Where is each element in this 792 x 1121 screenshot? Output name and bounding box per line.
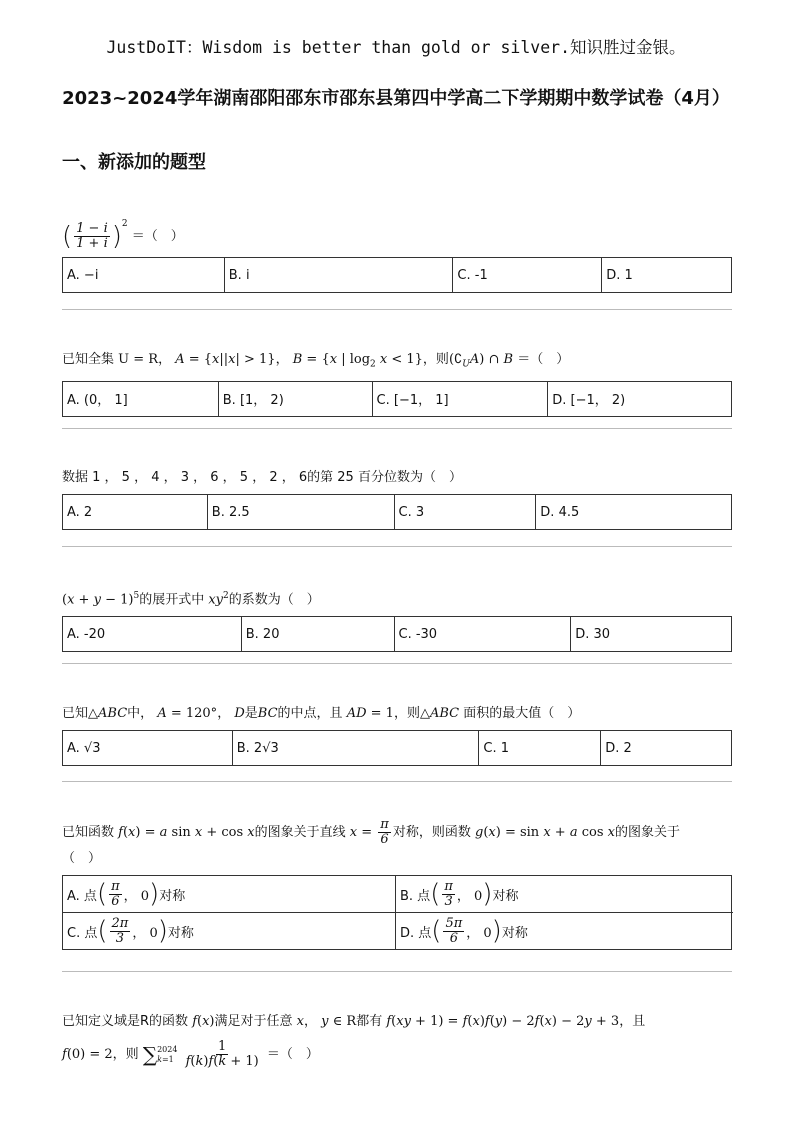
option-c[interactable]: C. [−1， 1]: [373, 382, 549, 416]
question-1-options: [62, 257, 732, 293]
question-6-stem: 已知函数 f(x) = a sin x + cos x的图象关于直线 x = $\frac{\pi}{6}$ 对称，则函数 g(x) = sin x + a cos x的图象关于: [62, 817, 681, 847]
question-1-stem: ( $\frac{1 - i}{1 + i}$ )$^2$ ＝（ ）: [62, 219, 184, 252]
divider: [62, 428, 732, 429]
option-d[interactable]: D. 1: [606, 267, 633, 283]
option-c[interactable]: C. 点 ( $\frac{2\pi}{3}$ ， 0 ) 对称: [63, 913, 396, 949]
question-6-options: [62, 875, 732, 950]
option-b[interactable]: B. [1， 2): [219, 382, 373, 416]
option-c[interactable]: C. 3: [395, 495, 537, 529]
question-6-stem-line2: （ ）: [62, 851, 102, 866]
section-heading: 一、新添加的题型: [62, 152, 206, 173]
question-1: [62, 214, 732, 293]
divider: [62, 546, 732, 547]
question-3: [62, 468, 732, 530]
option-b[interactable]: B. 2√3: [233, 731, 480, 765]
option-d[interactable]: D. [−1， 2): [552, 393, 626, 409]
question-4-stem: $(x + y - 1)^5$的展开式中 $xy^2$的系数为（ ）: [62, 591, 320, 608]
question-6: [62, 818, 732, 950]
option-d[interactable]: D. 2: [605, 740, 632, 756]
divider: [62, 971, 732, 972]
option-a[interactable]: A. (0， 1]: [63, 382, 219, 416]
divider: [62, 663, 732, 664]
option-c[interactable]: C. -30: [395, 617, 572, 651]
option-a[interactable]: A. 2: [63, 495, 208, 529]
question-5-stem: 已知△ABC中， A = 120°， D是BC的中点，且 AD = 1，则△ABC 面积的最大值（ ）: [62, 706, 581, 721]
question-4-options: [62, 616, 732, 652]
option-d[interactable]: D. 4.5: [540, 504, 580, 520]
question-2-stem: 已知全集 U = R， A = {x||x| > 1}， B = {x | $\log_2 x < 1$}，则$(∁_UA)$ ∩ B ＝（ ）: [62, 352, 570, 370]
option-c[interactable]: C. 1: [479, 731, 601, 765]
option-d[interactable]: D. 点 ( $\frac{5\pi}{6}$ ， 0 ) 对称: [400, 915, 528, 946]
question-7-stem-line2: f(0) = 2，则 ∑ 2024 k=1 $\frac{1}{f(k)f(k + 1)}$ ＝（ ）: [62, 1039, 319, 1069]
page-title: 2023~2024学年湖南邵阳邵东市邵东县第四中学高二下学期期中数学试卷（4月）: [62, 88, 730, 109]
question-7: [62, 1012, 732, 1069]
question-7-stem: 已知定义域是R的函数 f(x)满足对于任意 x， y ∈ R都有 f(xy + 1) = f(x)f(y) − 2f(x) − 2y + 3，且: [62, 1014, 646, 1029]
option-a[interactable]: A. -20: [63, 617, 242, 651]
option-a[interactable]: A. √3: [63, 731, 233, 765]
question-3-options: [62, 494, 732, 530]
option-b[interactable]: B. 2.5: [208, 495, 395, 529]
question-3-stem: 数据 1 ， 5 ， 4 ， 3 ， 6 ， 5 ， 2 ， 6的第 25 百分位数为（ ）: [62, 470, 462, 485]
option-b[interactable]: B. i: [225, 258, 454, 292]
divider: [62, 781, 732, 782]
question-5: [62, 704, 732, 766]
option-b[interactable]: B. 点 ( $\frac{\pi}{3}$ ， 0 ) 对称: [396, 876, 733, 913]
question-4: [62, 586, 732, 652]
question-5-options: [62, 730, 732, 766]
question-2-options: [62, 381, 732, 417]
option-b[interactable]: B. 20: [242, 617, 395, 651]
page-header: JustDoIT：Wisdom is better than gold or silver.知识胜过金银。: [106, 38, 686, 57]
option-a[interactable]: A. −i: [63, 258, 225, 292]
option-c[interactable]: C. -1: [453, 258, 602, 292]
option-a[interactable]: A. 点 ( $\frac{\pi}{6}$ ， 0 ) 对称: [63, 876, 396, 913]
question-2: [62, 350, 732, 417]
divider: [62, 309, 732, 310]
option-d[interactable]: D. 30: [575, 626, 611, 642]
